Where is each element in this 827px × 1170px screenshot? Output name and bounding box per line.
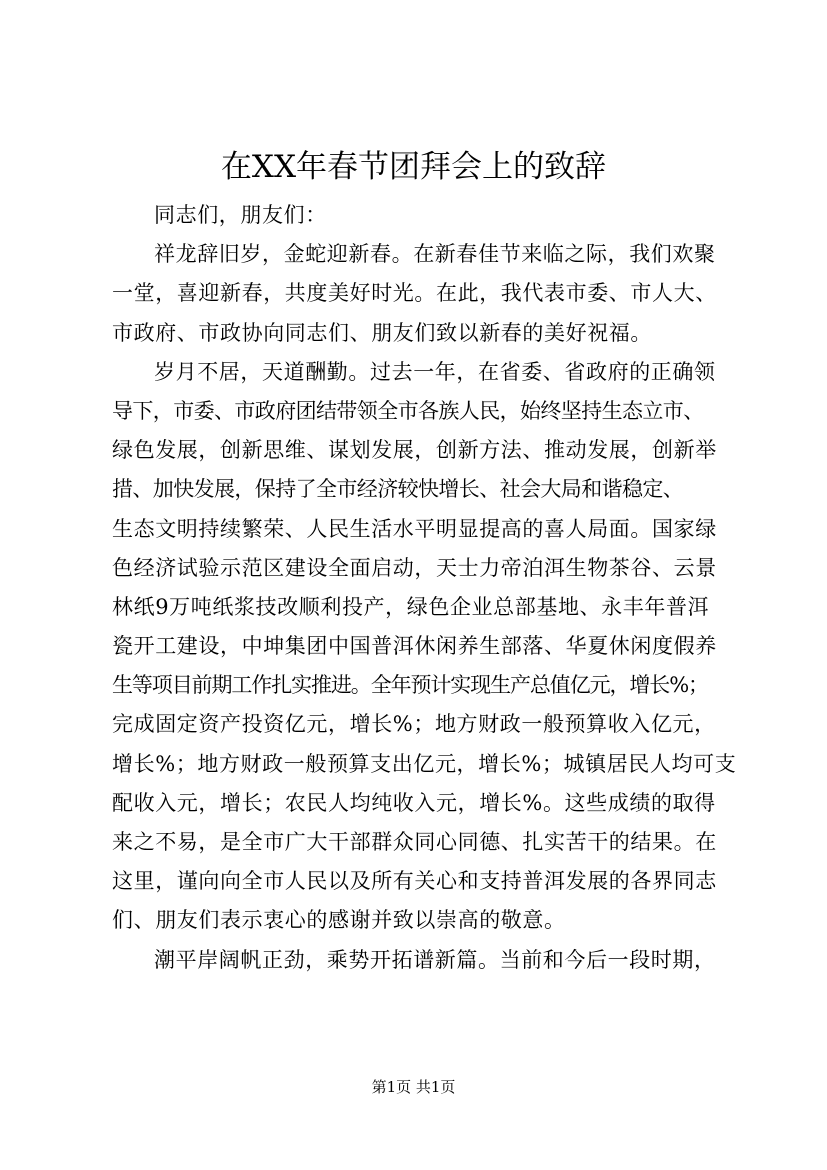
paragraph-2-line-15: 们、朋友们表示衷心的感谢并致以崇高的敬意。	[112, 908, 566, 933]
paragraph-1-line-3: 市政府、市政协向同志们、朋友们致以新春的美好祝福。	[112, 320, 652, 345]
paragraph-2-line-3: 绿色发展，创新思维、谋划发展，创新方法、推动发展，创新举	[112, 438, 717, 463]
salutation-line: 同志们，朋友们：	[154, 203, 327, 227]
document-title: 在XX年春节团拜会上的致辞	[220, 149, 607, 185]
paragraph-2-line-14: 这里，谨向向全市人民以及所有关心和支持普洱发展的各界同志	[112, 869, 717, 894]
page-footer: 第1页 共1页	[371, 1078, 456, 1096]
paragraph-1-line-2: 一堂，喜迎新春，共度美好时光。在此，我代表市委、市人大、	[112, 281, 717, 306]
paragraph-2-line-10: 完成固定资产投资亿元，增长%；地方财政一般预算收入亿元，	[112, 712, 716, 737]
document-body	[112, 196, 737, 980]
paragraph-2-line-7: 林纸9万吨纸浆技改顺利投产，绿色企业总部基地、永丰年普洱	[112, 594, 710, 619]
paragraph-1-line-1: 祥龙辞旧岁，金蛇迎新春。在新春佳节来临之际，我们欢聚	[154, 242, 716, 267]
paragraph-2-line-4: 措、加快发展，保持了全市经济较快增长、社会大局和谐稳定、	[112, 477, 684, 502]
paragraph-2-line-2: 导下，市委、市政府团结带领全市各族人民，始终坚持生态立市、	[112, 398, 704, 423]
paragraph-3-line-1: 潮平岸阔帆正劲，乘势开拓谱新篇。当前和今后一段时期，	[154, 947, 716, 972]
paragraph-2-line-11: 增长%；地方财政一般预算支出亿元，增长%；城镇居民人均可支	[112, 751, 737, 776]
paragraph-2-line-12: 配收入元，增长；农民人均纯收入元，增长%。这些成绩的取得	[112, 790, 716, 815]
paragraph-2-line-13: 来之不易，是全市广大干部群众同心同德、扎实苦干的结果。在	[112, 830, 717, 854]
paragraph-2-line-6: 色经济试验示范区建设全面启动，天士力帝泊洱生物茶谷、云景	[112, 555, 717, 580]
paragraph-2-line-8: 瓷开工建设，中坤集团中国普洱休闲养生部落、华夏休闲度假养	[112, 634, 717, 659]
paragraph-2-line-5: 生态文明持续繁荣、人民生活水平明显提高的喜人局面。国家绿	[112, 516, 717, 541]
paragraph-2-line-9: 生等项目前期工作扎实推进。全年预计实现生产总值亿元，增长%；	[112, 673, 708, 698]
paragraph-2-line-1: 岁月不居，天道酬勤。过去一年，在省委、省政府的正确领	[154, 359, 716, 384]
